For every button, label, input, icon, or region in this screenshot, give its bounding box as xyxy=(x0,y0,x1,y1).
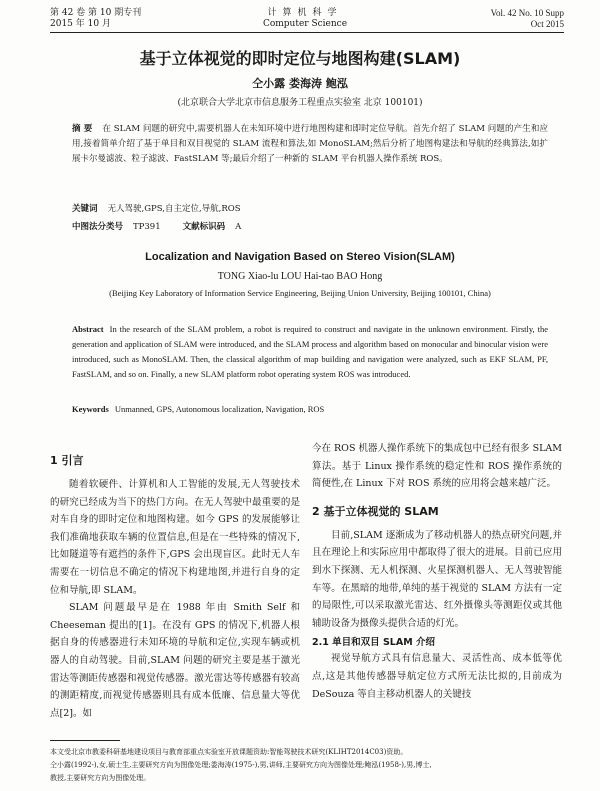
clc-label: 中图法分类号 xyxy=(72,222,124,232)
abstract-cn-text: 在 SLAM 问题的研究中,需要机器人在未知环境中进行地图构建和即时定位导航。首先介绍了 SLAM 问题的产生和应用,接着简单介绍了基于单目和双目视觉的 SLAM 流程和算法,如 MonoSLAM;然后分析了地图构建法和导航的经典算法,如扩展卡尔曼滤波、粒子滤波、FastSLAM 等;最后介绍了一种新的 SLAM 平台机器人操作系统 ROS。 xyxy=(72,124,548,164)
keywords-cn-text: 无人驾驶,GPS,自主定位,导航,ROS xyxy=(107,204,241,214)
intro-paragraph-2: SLAM 问题最早是在 1988 年由 Smith Self 和 Cheeseman 提出的[1]。在没有 GPS 的情况下,机器人根据自身的传感器进行未知环境的导航和定位,实现车辆或机器人的自动驾驶。目前,SLAM 问题的研究主要是基于激光雷达等测距传感器和视觉传感器。激光雷达等传感器有较高的测距精度,而视觉传感器则具有成本低廉、信息量大等优点[2]。如 xyxy=(50,602,300,719)
affiliation-en: (Beijing Key Laboratory of Information Service Engineering, Beijing Union University, Beijing 100101, China) xyxy=(109,288,491,298)
doc-code-value: A xyxy=(235,222,242,232)
header-rule xyxy=(50,32,564,33)
intro-paragraph-1: 随着软硬件、计算机和人工智能的发展,无人驾驶技术的研究已经成为当下的热门方向。在无人驾驶中最重要的是对车自身的即时定位和地图构建。如今 GPS 的发展能够让我们准确地获取车辆的位置信息,但是在一些特殊的情况下,比如隧道等有遮挡的条件下,GPS 会出现盲区。此时无人车需要在一切信息不确定的情况下构建地图,并进行自身的定位和导航,即 SLAM。 xyxy=(50,479,300,596)
journal-name-cn: 计算机科学 xyxy=(267,8,343,18)
abstract-en-label: Abstract xyxy=(72,324,104,334)
doc-code-label: 文献标识码 xyxy=(182,222,226,232)
section-heading-stereo-slam: 2 基于立体视觉的 SLAM xyxy=(312,504,439,518)
abstract-en xyxy=(72,322,548,382)
journal-name xyxy=(250,8,360,30)
stereo-slam-paragraph: 目前,SLAM 逐渐成为了移动机器人的热点研究问题,并且在理论上和实际应用中都取得了很大的进展。目前已应用到水下探测、无人机探测、火星探测机器人、无人驾驶智能车等。在黑暗的地带,单纯的基于视觉的 SLAM 方法有一定的局限性,可以采取激光雷达、红外摄像头等测距仪或其他辅助设备为摄像头提供合适的灯光。 xyxy=(312,529,562,629)
journal-date-en: Oct 2015 xyxy=(530,19,564,29)
journal-issue xyxy=(50,8,141,30)
paper-title-cn: 基于立体视觉的即时定位与地图构建(SLAM) xyxy=(139,49,461,68)
footnote-authors-cont: 教授,主要研究方向为图像处理。 xyxy=(50,774,151,782)
footnote xyxy=(50,746,562,785)
paper-title-en: Localization and Navigation Based on Stereo Vision(SLAM) xyxy=(145,251,455,263)
body-right-column xyxy=(312,440,562,703)
keywords-en xyxy=(72,404,548,414)
footnote-funding: 本文受北京市教委科研基地建设项目与教育部重点实验室开放课题资助:智能驾驶技术研究(KLIHT2014C03)资助。 xyxy=(50,748,408,756)
intro-continuation: 今在 ROS 机器人操作系统下的集成包中已经有很多 SLAM 算法。基于 Linux 操作系统的稳定性和 ROS 操作系统的简便性,在 Linux 下对 ROS 系统的应用将会越来越广泛。 xyxy=(312,443,562,490)
affiliation-cn: (北京联合大学北京市信息服务工程重点实验室 北京 100101) xyxy=(177,98,423,108)
abstract-cn xyxy=(72,122,548,167)
mono-stereo-paragraph: 视觉导航方式具有信息量大、灵活性高、成本低等优点,这是其他传感器导航定位方式所无法比拟的,目前成为 DeSouza 等自主移动机器人的关键技 xyxy=(312,653,562,700)
keywords-cn xyxy=(72,202,548,214)
journal-volume: 第 42 卷 第 10 期专刊 xyxy=(50,8,142,18)
keywords-en-label: Keywords xyxy=(72,404,109,414)
keywords-en-text: Unmanned, GPS, Autonomous localization, Navigation, ROS xyxy=(114,404,325,414)
clc-value: TP391 xyxy=(133,222,161,232)
journal-date: 2015 年 10 月 xyxy=(50,19,111,29)
journal-issue-en xyxy=(491,8,564,30)
authors-cn: 仝小露 娄海涛 鲍泓 xyxy=(252,77,348,90)
journal-name-en: Computer Science xyxy=(262,19,348,29)
section-heading-intro: 1 引言 xyxy=(50,454,84,467)
subsection-heading-mono-stereo: 2.1 单目和双目 SLAM 介绍 xyxy=(312,637,435,649)
classification-cn xyxy=(72,220,548,232)
abstract-en-text: In the research of the SLAM problem, a robot is required to construct and navigate in the unknown environment. Firstly, the generation and application of SLAM were introduced, and the SLAM process and algorithm based on monocular and binocular vision were introduced, such as MonoSLAM. Then, the classical algorithm of map building and navigation were analyzed, such as EKF SLAM, PF, FastSLAM, and so on. Finally, a new SLAM platform robot operating system ROS was introduced. xyxy=(72,324,548,379)
abstract-cn-label: 摘 要 xyxy=(72,124,93,134)
body-left-column xyxy=(50,446,300,722)
keywords-cn-label: 关键词 xyxy=(72,204,98,214)
footnote-authors: 仝小露(1992-),女,硕士生,主要研究方向为图像处理;娄海涛(1975-),男,讲师,主要研究方向为图像处理;鲍泓(1958-),男,博士, xyxy=(50,761,432,769)
authors-en: TONG Xiao-lu LOU Hai-tao BAO Hong xyxy=(217,271,383,282)
journal-volume-en: Vol. 42 No. 10 Supp xyxy=(490,8,564,18)
footnote-rule xyxy=(50,740,120,741)
